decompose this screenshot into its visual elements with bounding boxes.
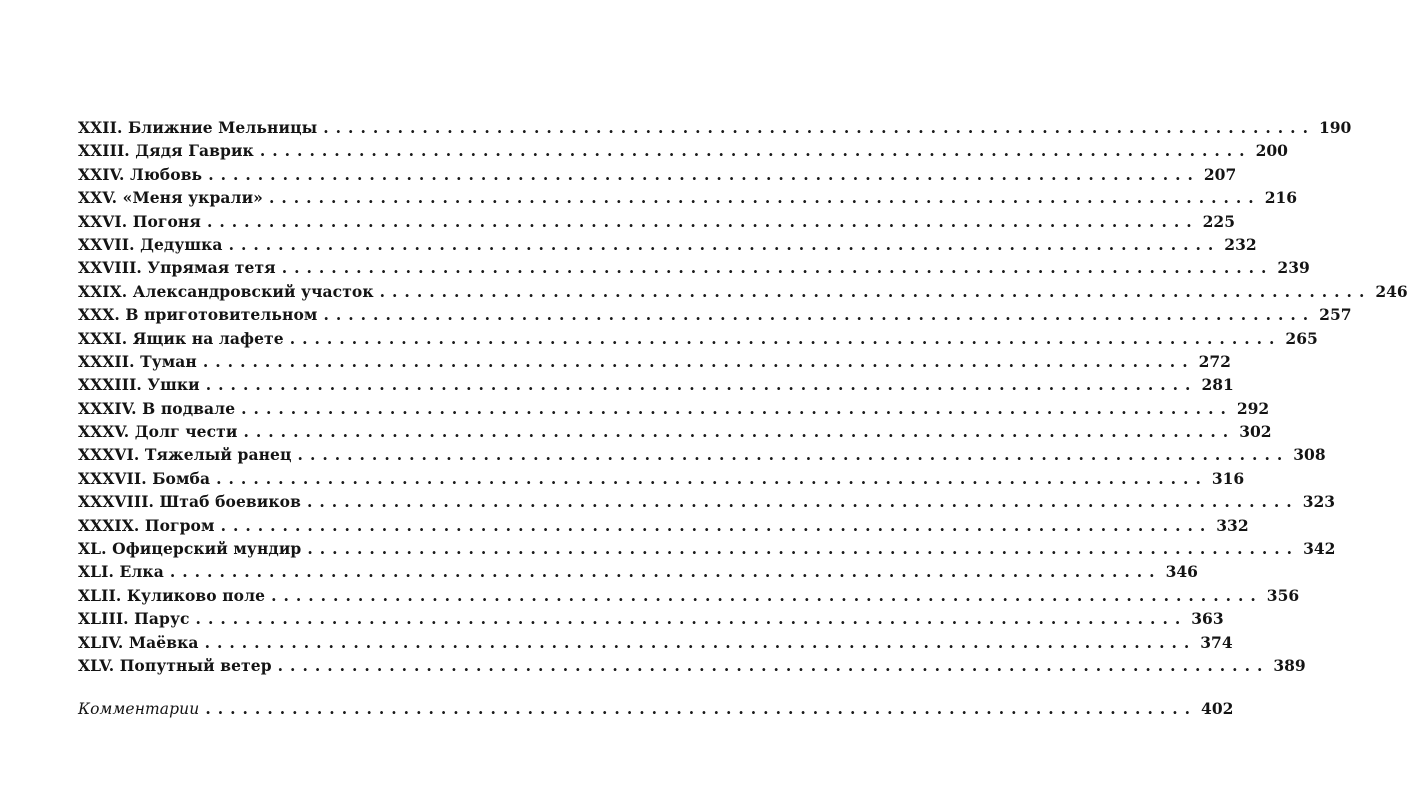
entry-title: XXXIX. Погром bbox=[78, 515, 215, 535]
entry-title: XXXVI. Тяжелый ранец bbox=[78, 445, 292, 465]
toc-entry bbox=[78, 373, 1234, 396]
entry-page-number: 308 bbox=[1293, 445, 1326, 465]
entry-title: XXII. Ближние Мельницы bbox=[78, 118, 318, 137]
entry-page-number: 190 bbox=[1318, 118, 1352, 137]
dot-leader: ................................................................................ bbox=[289, 328, 1282, 348]
entry-title: XXIII. Дядя Гаврик bbox=[78, 141, 254, 161]
entry-title: XL. Офицерский мундир bbox=[78, 539, 302, 559]
toc-entry bbox=[78, 607, 1224, 630]
toc-entry bbox=[78, 654, 1306, 677]
toc-entry-comments bbox=[78, 697, 1234, 720]
entry-page-number: 302 bbox=[1239, 422, 1272, 442]
dot-leader: ................................................................................ bbox=[268, 188, 1261, 208]
entry-page-number: 200 bbox=[1255, 141, 1288, 161]
entry-title: XXXIV. В подвале bbox=[78, 398, 236, 418]
toc-entry bbox=[78, 490, 1336, 513]
toc-entry bbox=[78, 139, 1288, 162]
entry-page-number: 374 bbox=[1200, 632, 1233, 652]
entry-page-number: 356 bbox=[1266, 585, 1300, 605]
entry-page-number: 332 bbox=[1216, 515, 1249, 535]
entry-page-number: 346 bbox=[1165, 562, 1198, 582]
entry-title: Комментарии bbox=[78, 700, 200, 719]
toc-entry bbox=[78, 327, 1318, 350]
dot-leader: ................................................................................ bbox=[228, 234, 1221, 254]
entry-title: XXXVIII. Штаб боевиков bbox=[78, 492, 301, 512]
dot-leader: ................................................................................ bbox=[220, 515, 1213, 535]
entry-title: XLII. Куликово поле bbox=[78, 585, 266, 605]
toc-entry bbox=[78, 280, 1408, 303]
toc-entry bbox=[78, 514, 1249, 537]
entry-title: XXXI. Ящик на лафете bbox=[78, 328, 284, 348]
entry-page-number: 225 bbox=[1202, 211, 1235, 231]
entry-page-number: 323 bbox=[1302, 492, 1336, 512]
dot-leader: ................................................................................ bbox=[307, 539, 1300, 559]
entry-title: XLIII. Парус bbox=[78, 609, 190, 629]
entry-page-number: 239 bbox=[1277, 258, 1310, 278]
dot-leader: ................................................................................ bbox=[169, 562, 1162, 582]
dot-leader: ................................................................................ bbox=[323, 305, 1316, 325]
entry-page-number: 281 bbox=[1201, 375, 1234, 395]
toc-entry bbox=[78, 443, 1326, 466]
dot-leader: ................................................................................ bbox=[204, 632, 1197, 652]
dot-leader: ................................................................................ bbox=[307, 492, 1299, 512]
toc-entry bbox=[78, 163, 1237, 186]
entry-title: XXXII. Туман bbox=[78, 351, 197, 371]
entry-title: XXVII. Дедушка bbox=[78, 234, 223, 254]
entry-title: XLIV. Маёвка bbox=[78, 632, 199, 652]
entry-page-number: 402 bbox=[1201, 699, 1234, 719]
dot-leader: ................................................................................ bbox=[202, 351, 1195, 371]
dot-leader: ................................................................................ bbox=[241, 398, 1233, 418]
dot-leader: ................................................................................ bbox=[277, 655, 1270, 675]
toc-entry bbox=[78, 584, 1300, 607]
dot-leader: ................................................................................ bbox=[208, 164, 1200, 184]
toc-entry bbox=[78, 397, 1270, 420]
entry-title: XXXIII. Ушки bbox=[78, 375, 200, 395]
dot-leader: ................................................................................ bbox=[297, 445, 1290, 465]
entry-page-number: 389 bbox=[1273, 655, 1306, 675]
entry-page-number: 207 bbox=[1203, 164, 1237, 184]
dot-leader: ................................................................................ bbox=[271, 585, 1263, 605]
dot-leader: ................................................................................ bbox=[205, 375, 1198, 395]
entry-title: XXX. В приготовительном bbox=[78, 305, 318, 325]
entry-page-number: 232 bbox=[1224, 234, 1257, 254]
dot-leader: ................................................................................ bbox=[259, 141, 1252, 161]
toc-entry bbox=[78, 116, 1352, 139]
entry-title: XXXV. Долг чести bbox=[78, 422, 238, 442]
dot-leader: ................................................................................ bbox=[195, 609, 1188, 629]
dot-leader: ................................................................................ bbox=[323, 118, 1315, 137]
entry-page-number: 272 bbox=[1198, 351, 1231, 371]
entry-page-number: 257 bbox=[1319, 305, 1352, 325]
entry-page-number: 316 bbox=[1211, 468, 1245, 488]
toc-entry bbox=[78, 233, 1257, 256]
toc-entry bbox=[78, 256, 1310, 279]
table-of-contents bbox=[78, 116, 1408, 721]
toc-entry bbox=[78, 560, 1198, 583]
entry-title: XXIX. Александровский участок bbox=[78, 281, 374, 301]
toc-entry bbox=[78, 303, 1352, 326]
entry-title: XLV. Попутный ветер bbox=[78, 655, 272, 675]
toc-entry bbox=[78, 420, 1272, 443]
entry-title: XLI. Елка bbox=[78, 562, 164, 582]
entry-page-number: 265 bbox=[1285, 328, 1318, 348]
toc-entry bbox=[78, 186, 1298, 209]
toc-entry bbox=[78, 537, 1336, 560]
entry-page-number: 246 bbox=[1375, 281, 1408, 301]
toc-entry bbox=[78, 350, 1231, 373]
chapter-list bbox=[78, 116, 1408, 677]
dot-leader: ................................................................................ bbox=[379, 281, 1372, 301]
entry-page-number: 342 bbox=[1303, 539, 1336, 559]
dot-leader: ................................................................................ bbox=[205, 699, 1198, 719]
entry-page-number: 363 bbox=[1191, 609, 1224, 629]
entry-title: XXVIII. Упрямая тетя bbox=[78, 258, 276, 278]
dot-leader: ................................................................................ bbox=[243, 422, 1236, 442]
entry-title: XXVI. Погоня bbox=[78, 211, 201, 231]
toc-entry bbox=[78, 467, 1245, 490]
entry-title: XXXVII. Бомба bbox=[78, 468, 211, 488]
entry-title: XXIV. Любовь bbox=[78, 164, 203, 184]
dot-leader: ................................................................................ bbox=[206, 211, 1199, 231]
entry-page-number: 292 bbox=[1236, 398, 1270, 418]
entry-page-number: 216 bbox=[1264, 188, 1298, 208]
entry-title: XXV. «Меня украли» bbox=[78, 188, 263, 208]
dot-leader: ................................................................................ bbox=[216, 468, 1208, 488]
dot-leader: ................................................................................ bbox=[281, 258, 1274, 278]
toc-entry bbox=[78, 210, 1235, 233]
toc-entry bbox=[78, 631, 1233, 654]
